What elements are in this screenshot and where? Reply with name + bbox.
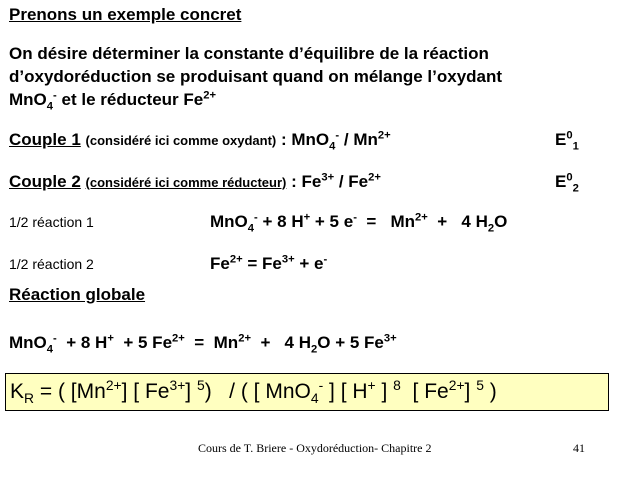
couple-2-note: (considéré ici comme réducteur): [85, 175, 287, 190]
equilibrium-constant-box: $K_R$ = ( $[Mn^{2+}]$ [ $Fe^{3+}$] $^5$) / ( [ MnO$_4$- ] [ H+ ] $^8$ [ $Fe^{2+}$] $^5$ ): [5, 373, 609, 411]
intro-line-3: MnO$_4$- et le réducteur $Fe^{2+}$: [9, 89, 217, 113]
couple-2-name: Couple 2: [9, 172, 81, 191]
e0-2: $E^0_2$: [555, 171, 579, 195]
couple-1-name: Couple 1: [9, 130, 81, 149]
couple-1-line: Couple 1 (considéré ici comme oxydant) : $MnO_4^- / Mn^{2+}$: [9, 129, 391, 153]
couple-1-note: (considéré ici comme oxydant): [85, 133, 277, 148]
e0-1: $E^0_1$: [555, 129, 579, 153]
half-reaction-1-label: 1/2 réaction 1: [9, 214, 94, 230]
global-reaction-title: Réaction globale: [9, 285, 146, 304]
slide-title: Prenons un exemple concret: [9, 5, 242, 24]
intro-line-1: On désire déterminer la constante d’équilibre de la réaction: [9, 44, 489, 63]
intro-line-2: d’oxydoréduction se produisant quand on mélange l’oxydant: [9, 67, 503, 86]
intro-paragraph: [9, 42, 502, 111]
global-reaction-equation: MnO$_4$- + 8 H+ + 5 $Fe^{2+} = Mn^{2+} + 4$ $H_2O + 5$ $Fe^{3+}$: [9, 332, 397, 356]
page-number: 41: [573, 441, 585, 455]
half-reaction-2-label: 1/2 réaction 2: [9, 256, 94, 272]
half-reaction-2-equation: $Fe^{2+} = Fe^{3+} + e^-$: [210, 253, 328, 273]
couple-2-line: Couple 2 (considéré ici comme réducteur) : $Fe^{3+} / Fe^{2+}$: [9, 171, 381, 191]
half-reaction-1-equation: MnO$_4$- + 8 H+ + 5 $e^- = Mn^{2+} + 4$ $H_2O$: [210, 211, 508, 235]
footer-course-text: Cours de T. Briere - Oxydoréduction- Chapitre 2: [198, 441, 432, 455]
